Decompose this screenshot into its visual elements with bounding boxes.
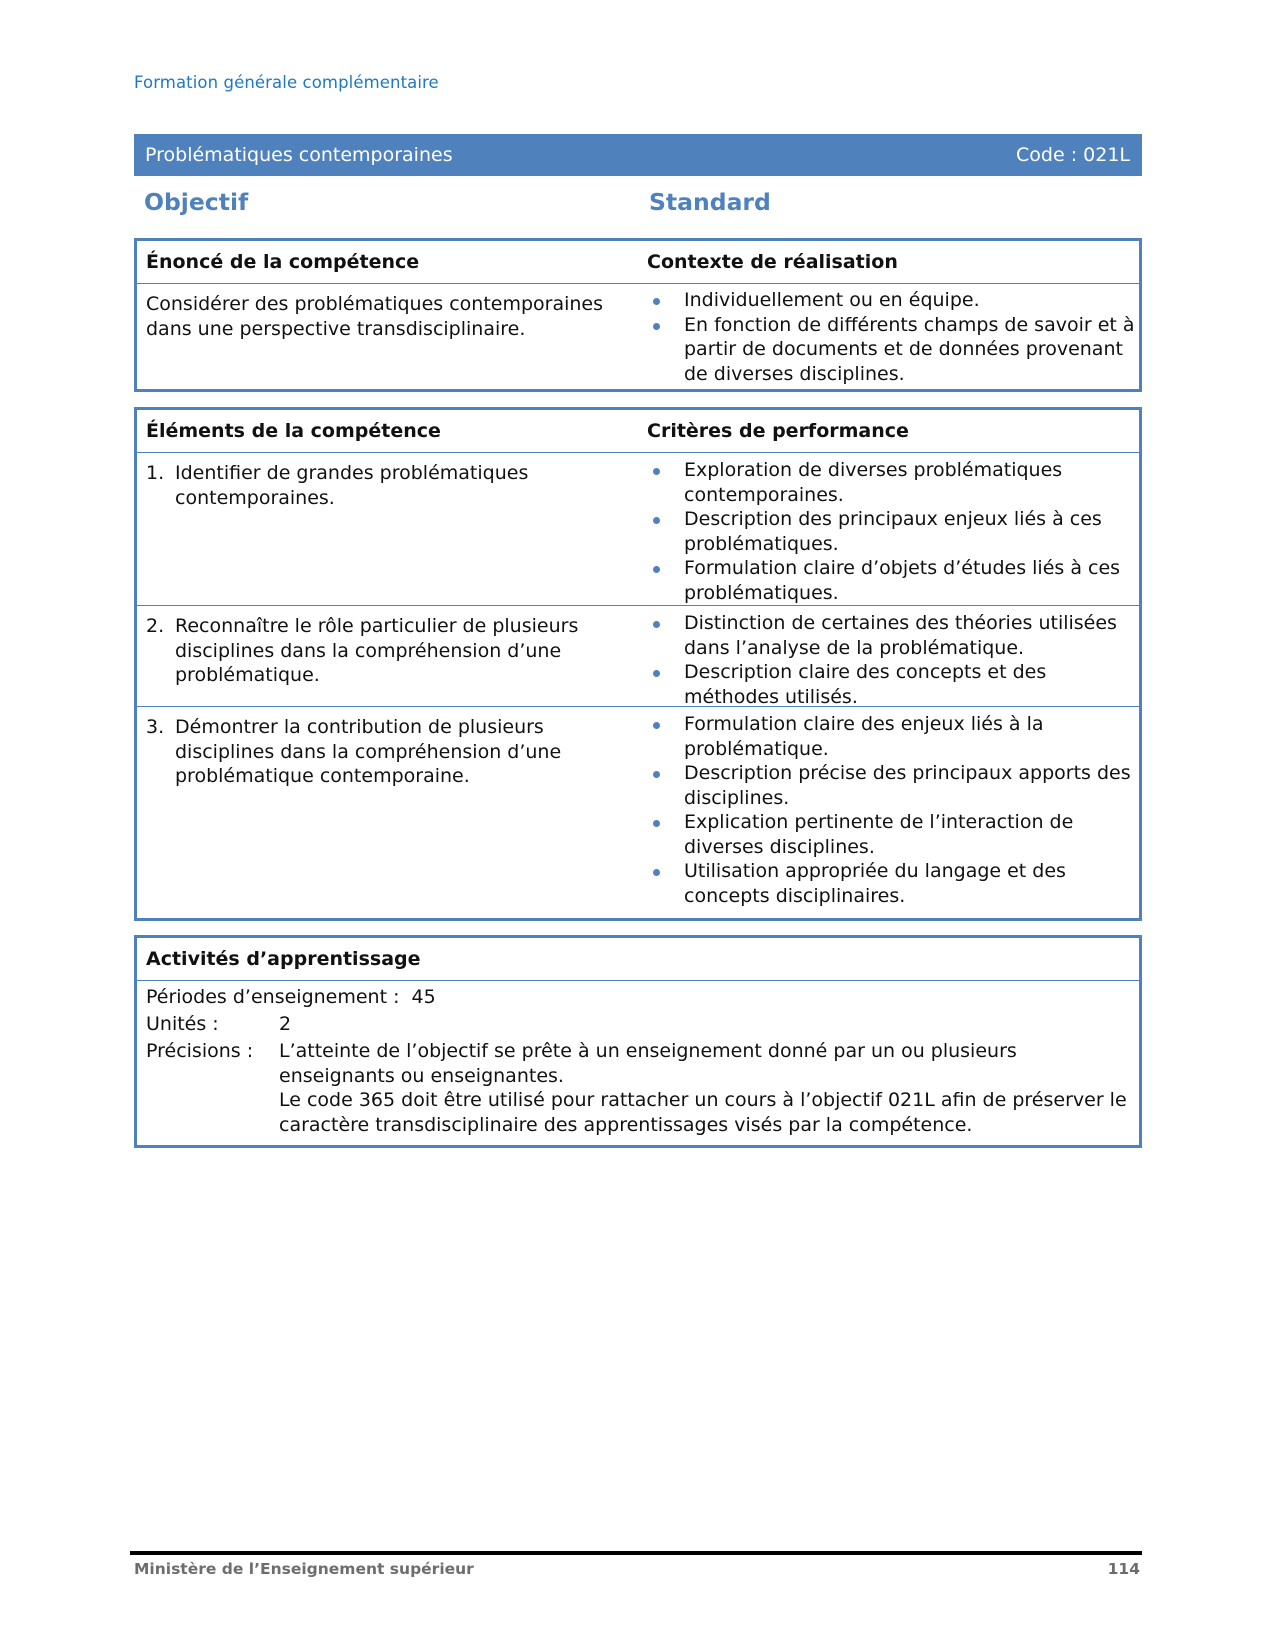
- table-row: [137, 452, 1139, 605]
- contexte-list: [647, 288, 1139, 386]
- competence-table-header: [137, 241, 1139, 283]
- element-number: 2.: [146, 615, 165, 637]
- list-item: Utilisation appropriée du langage et des concepts disciplinaires.: [647, 859, 1139, 908]
- bullet-icon: [653, 722, 660, 729]
- element-item: [146, 461, 639, 510]
- periodes-line: [146, 984, 1130, 1011]
- element-item: [146, 715, 639, 789]
- periodes-value: 45: [411, 986, 436, 1008]
- contexte-header: Contexte de réalisation: [647, 251, 898, 273]
- element-number: 3.: [146, 716, 165, 738]
- section-headings: [134, 188, 1142, 228]
- page-footer: [134, 1560, 1140, 1578]
- course-code: Code : 021L: [1016, 144, 1130, 166]
- precisions-label: Précisions :: [146, 1040, 254, 1062]
- table-row: [137, 605, 1139, 706]
- element-item: [146, 614, 639, 688]
- activites-table: [134, 935, 1142, 1148]
- table-row: [137, 706, 1139, 915]
- unites-line: [146, 1011, 1130, 1038]
- footer-ministry: Ministère de l’Enseignement supérieur: [134, 1560, 474, 1578]
- bullet-icon: [653, 566, 660, 573]
- elements-table-header: [137, 410, 1139, 452]
- enonce-text: Considérer des problématiques contemporaines dans une perspective transdisciplinaire.: [146, 293, 604, 340]
- list-item: Distinction de certaines des théories utilisées dans l’analyse de la problématique.: [647, 611, 1139, 660]
- bullet-icon: [653, 323, 660, 330]
- bullet-icon: [653, 517, 660, 524]
- course-title-bar: [134, 134, 1142, 176]
- list-item: Individuellement ou en équipe.: [647, 288, 1139, 313]
- bullet-icon: [653, 468, 660, 475]
- standard-heading: Standard: [649, 188, 771, 216]
- bullet-icon: [653, 621, 660, 628]
- elements-header: Éléments de la compétence: [146, 420, 441, 442]
- precisions-line: [146, 1038, 1130, 1137]
- activites-body: [137, 980, 1139, 1137]
- elements-table: [134, 407, 1142, 921]
- enonce-header: Énoncé de la compétence: [146, 251, 420, 273]
- element-number: 1.: [146, 462, 165, 484]
- precisions-text: [279, 1038, 1130, 1137]
- list-item: Explication pertinente de l’interaction de diverses disciplines.: [647, 810, 1139, 859]
- unites-value: 2: [279, 1013, 292, 1035]
- criteres-header: Critères de performance: [647, 420, 909, 442]
- list-item: Formulation claire d’objets d’études liés à ces problématiques.: [647, 556, 1139, 605]
- competence-table: [134, 238, 1142, 392]
- periodes-label: Périodes d’enseignement :: [146, 986, 400, 1008]
- footer-divider: [130, 1551, 1142, 1555]
- page-number: 114: [1107, 1560, 1140, 1578]
- element-text: Démontrer la contribution de plusieurs disciplines dans la compréhension d’une problématique contemporaine.: [175, 716, 562, 787]
- activites-header: Activités d’apprentissage: [146, 948, 421, 970]
- list-item: Description précise des principaux apports des disciplines.: [647, 761, 1139, 810]
- list-item: Exploration de diverses problématiques contemporaines.: [647, 458, 1139, 507]
- list-item: En fonction de différents champs de savoir et à partir de documents et de données provenant de diverses disciplines.: [647, 313, 1139, 387]
- bullet-icon: [653, 771, 660, 778]
- bullet-icon: [653, 869, 660, 876]
- criteres-list: [647, 458, 1139, 605]
- bullet-icon: [653, 670, 660, 677]
- list-item: Formulation claire des enjeux liés à la problématique.: [647, 712, 1139, 761]
- criteres-list: [647, 611, 1139, 709]
- precisions-paragraph: L’atteinte de l’objectif se prête à un enseignement donné par un ou plusieurs enseignants ou enseignantes.: [279, 1040, 1017, 1087]
- bullet-icon: [653, 820, 660, 827]
- activites-header-row: [137, 938, 1139, 980]
- course-title: Problématiques contemporaines: [145, 144, 453, 166]
- objectif-heading: Objectif: [144, 188, 249, 216]
- element-text: Identifier de grandes problématiques contemporaines.: [175, 462, 529, 509]
- element-text: Reconnaître le rôle particulier de plusieurs disciplines dans la compréhension d’une problématique.: [175, 615, 579, 686]
- list-item: Description claire des concepts et des méthodes utilisés.: [647, 660, 1139, 709]
- list-item: Description des principaux enjeux liés à ces problématiques.: [647, 507, 1139, 556]
- document-section-label: Formation générale complémentaire: [134, 73, 439, 92]
- bullet-icon: [653, 298, 660, 305]
- criteres-list: [647, 712, 1139, 908]
- competence-table-row: [137, 283, 1139, 386]
- unites-label: Unités :: [146, 1013, 219, 1035]
- precisions-paragraph: Le code 365 doit être utilisé pour rattacher un cours à l’objectif 021L afin de préserver le caractère transdisciplinaire des apprentissages visés par la compétence.: [279, 1089, 1127, 1136]
